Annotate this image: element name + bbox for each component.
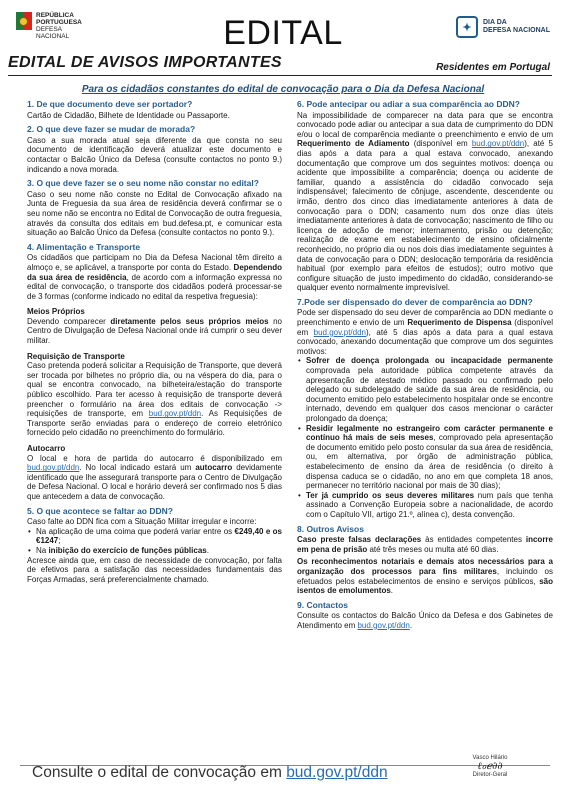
text-run: (disponível em — [409, 139, 472, 149]
bud-link[interactable]: bud.gov.pt/ddn — [313, 327, 366, 337]
list-item — [36, 546, 282, 556]
section-title: 4. Alimentação e Transporte — [27, 241, 141, 252]
text-run: . — [409, 620, 413, 630]
text-run: Na — [36, 545, 49, 555]
section-text: Acresce ainda que, em caso de necessidade de convocação, por falta de efetivos para a satisfação das necessidades fundamentais das Forças Armadas, será preferencialmente chamado. — [27, 555, 282, 584]
text-run-bold: diretamente pelos seus próprios meios — [110, 316, 269, 326]
penalty-list — [27, 527, 282, 556]
text-run: Os cidadãos que participam no Dia da Defesa Nacional têm direito a almoço e, se aplicável, a transporte por conta do Estado. — [27, 253, 282, 272]
section-text — [297, 308, 553, 356]
text-run-bold: Sofrer de doença prolongada ou incapacidade permanente — [306, 356, 553, 366]
bud-link[interactable]: bud.gov.pt/ddn — [471, 139, 525, 149]
right-column — [297, 100, 553, 635]
subsection-title: Autocarro — [27, 444, 66, 453]
text-run: devidamente identificado que lhe assegurará transporte para o Centro de Divulgação de Defesa Nacional. O local e horário deverá ser confirmado nos 5 dias que antecedem a data de convocação. — [27, 463, 283, 501]
section-7 — [297, 298, 553, 520]
text-run: ), até 5 dias após a data para a qual estava convocado, anexando documentação que comprove um dos seguintes motivos: — [297, 327, 553, 356]
signatory-name: Vasco Hilário — [472, 755, 508, 761]
text-run: Caso pretenda poderá solicitar a Requisição de Transporte, que deverá ser trocada por bilhetes no próprio dia, ou na véspera do dia, para o qual se encontra convocado, na bilheteira/estação do transporte público escolhido. Para ter acesso à requisição de transporte deverá preencher o formulário na área dos editais de convocação -> requisições de transporte, em — [27, 361, 282, 419]
logo-line: REPÚBLICA — [36, 12, 74, 19]
logo-line: DEFESA — [36, 26, 63, 33]
text-run: , comprovado pela apresentação de documento emitido pelo posto consular da sua área de residência, ou, em alternativa, por órgão de administração pública, estabelecimento de ensino da área de residência (o direito à dispensa caduca se o cidadão, no ano em que completa 18 anos, permanecer no território nacional por mais de 30 dias); — [306, 433, 553, 491]
section-2 — [27, 125, 282, 174]
dia-defesa-nacional-logo — [456, 16, 550, 38]
text-run: até três meses ou multa até 60 dias. — [367, 544, 499, 554]
text-run: Na aplicação de uma coima que poderá variar entre os — [36, 526, 235, 536]
title-row — [8, 52, 552, 76]
left-column — [27, 100, 282, 589]
text-run: Consulte os contactos do Balcão Único da Defesa e dos Gabinetes de Atendimento em — [297, 611, 553, 630]
text-run-bold: Residir legalmente no estrangeiro com carácter permanente e contínuo há mais de seis meses — [306, 423, 553, 443]
ddn-emblem-icon: ✦ — [456, 16, 478, 38]
bud-link[interactable]: bud.gov.pt/ddn — [148, 409, 202, 419]
text-run: . As Requisições de Transporte serão enviadas para o endereço de correio eletrónico fornecido pelo cidadão no preenchimento do formulário. — [27, 409, 283, 438]
text-run: . — [206, 545, 209, 555]
section-text — [297, 111, 553, 293]
section-title: 2. O que deve fazer se mudar de morada? — [27, 124, 196, 135]
text-run-bold: são isentos de emolumentos — [297, 576, 553, 596]
text-run-bold: Ter já cumprido os seus deveres militares — [306, 490, 475, 500]
text-run-bold: incorre em pena de prisão — [297, 535, 553, 554]
section-text — [27, 253, 282, 301]
section-9 — [297, 601, 553, 631]
section-text — [297, 557, 553, 595]
signatory-role: Diretor-Geral — [472, 772, 508, 778]
section-title: 9. Contactos — [297, 599, 349, 610]
section-text: Caso a sua morada atual seja diferente da que consta no seu documento de identificação deverá atualizar este documento e contactar o Balcão Único da Defesa (consulte contactos no ponto 9.) indicando a nova morada. — [27, 135, 282, 174]
text-run: Devendo comparecer — [27, 316, 111, 326]
text-run: comprovada pela autoridade pública competente através da apresentação de atestado médico passado ou confirmado pelo delegado ou subdelegado de saúde da sua área de residência, ou documento emitido pelo estabelecimento hospitalar onde se encontre internado, devendo em qualquer dos casos mencionar o carácter prolongado da doença; — [306, 366, 553, 423]
text-run: . — [390, 586, 394, 596]
footer — [32, 764, 388, 782]
list-item — [306, 491, 553, 520]
text-run: O local e hora de partida do autocarro é disponibilizado em — [27, 453, 282, 463]
text-run: Pode ser dispensado do seu dever de comparência ao DDN mediante o preenchimento e envio de um — [297, 308, 553, 328]
text-run-bold: Requerimento de Dispensa — [407, 318, 512, 328]
section-text: Cartão de Cidadão, Bilhete de Identidade ou Passaporte. — [27, 110, 230, 120]
logo-line: DEFESA NACIONAL — [482, 27, 550, 34]
list-item — [36, 527, 282, 546]
edital-title: EDITAL — [223, 14, 343, 52]
list-item — [306, 424, 553, 491]
section-text: Caso o seu nome não conste no Edital de Convocação afixado na Junta de Freguesia da sua área de residência deverá confirmar se o seu nome não se encontra no Edital de Convocação de outra freguesia, através da consulta dos editais em bud.defesa.pt, e comunicar esta situação ao Balcão Único da Defesa (consulte contactos no ponto 9.). — [27, 189, 282, 238]
subheading: Para os cidadãos constantes do edital de convocação para o Dia da Defesa Nacional — [81, 84, 485, 95]
section-text — [297, 535, 553, 554]
logo-line: DIA DA — [482, 19, 507, 26]
dispensa-list — [297, 356, 553, 519]
text-run: às entidades competentes — [421, 535, 526, 545]
bud-link[interactable]: bud.gov.pt/ddn — [27, 463, 80, 473]
footer-link[interactable]: bud.gov.pt/ddn — [286, 764, 388, 781]
text-run-bold: Requerimento de Adiamento — [297, 139, 410, 149]
section-6 — [297, 100, 553, 293]
subsection-title: Requisição de Transporte — [27, 351, 125, 361]
section-title: 6. Pode antecipar ou adiar a sua comparência ao DDN? — [297, 99, 520, 109]
section-5 — [27, 507, 282, 585]
text-run: , incluindo os efetuados pelos estabelecimentos de ensino e serviços públicos, — [297, 566, 554, 586]
section-title: 5. O que acontece se faltar ao DDN? — [27, 505, 173, 516]
bud-link[interactable]: bud.gov.pt/ddn — [357, 620, 410, 630]
handwritten-signature: ℓℴℯ∂∂ — [477, 761, 503, 772]
section-text — [297, 611, 553, 630]
section-title: 1. De que documento deve ser portador? — [27, 99, 193, 109]
text-run-bold: inibição do exercício de funções públicas — [48, 545, 207, 555]
subsection-text — [27, 317, 282, 346]
text-run: ), até 5 dias após a data para a qual estava convocado, anexando documentação que comprove um dos seguintes motivos: doença ou acidente que impossibilite a comparência; doença ou acidente de familiar, quando a assistência do cidadão convocado seja indispensável; falecimento de cônjuge, ascendente, descendente ou irmão, dentro dos cinco dias imediatamente anteriores à data de convocação para o DDN; casamento num dos onze dias úteis imediatamente anteriores à data de convocação; nascimento de filho ou licença de adoção de menor; internamento, prisão ou detenção; realização de exame em estabelecimento de ensino oficialmente reconhecido, no próprio dia ou nos dois dias imediatamente seguintes à data de convocação para o DDN; deslocação temporária da residência habitual (por exemplo para efeitos de estudos); outro motivo que configure situação de justo impedimento do cidadão, considerando-se qualquer evento normalmente imprevisível. — [297, 139, 553, 293]
text-run: num país que tenha assinado a Convenção Europeia sobre a nacionalidade, de acordo com o Capítulo VII, artigo 21.º, alínea c), desta convenção. — [306, 490, 553, 519]
text-run: , de acordo com a informação expressa no edital de convocação, o transporte dos cidadãos poderá processar-se de 3 formas (conforme indicado no edital da respetiva freguesia): — [27, 272, 282, 301]
text-run-bold: €249,40 e os €1247 — [36, 526, 283, 546]
subsection-text — [27, 361, 282, 438]
subsection-title: Meios Próprios — [27, 307, 85, 317]
text-run: (disponível em — [297, 318, 553, 337]
subsection-text — [27, 454, 282, 502]
text-run: ; — [58, 536, 61, 546]
text-run-bold: Os reconhecimentos notariais e demais atos necessários para a organização dos processos para fins militares — [297, 557, 553, 576]
list-item — [306, 356, 553, 423]
text-run-bold: Caso preste falsas declarações — [297, 535, 422, 545]
page-title: EDITAL DE AVISOS IMPORTANTES — [8, 54, 282, 71]
text-run: no Centro de Divulgação de Defesa Nacional onde irá cumprir o seu dever militar. — [27, 316, 282, 346]
section-8 — [297, 525, 553, 596]
section-title: 3. O que deve fazer se o seu nome não constar no edital? — [27, 178, 259, 189]
logo-line: NACIONAL — [36, 33, 70, 40]
section-1 — [27, 100, 282, 120]
text-run-bold: Dependendo da sua área de residência — [27, 262, 282, 282]
section-4 — [27, 243, 282, 502]
section-title: 7.Pode ser dispensado do dever de comparência ao DDN? — [297, 296, 533, 307]
text-run: Na impossibilidade de comparecer na data para que se encontra convocado pode adiar ou antecipar a sua data de cumprimento do DDN e/ou o local de comparência mediante o preenchimento e envio de um — [297, 110, 553, 139]
text-run: . No local indicado estará um — [79, 463, 196, 473]
footer-text: Consulte o edital de convocação em — [32, 764, 287, 781]
section-3 — [27, 179, 282, 238]
section-title: 8. Outros Avisos — [297, 523, 364, 534]
section-text: Caso falte ao DDN fica com a Situação Militar irregular e incorre: — [27, 517, 257, 527]
header — [16, 12, 550, 52]
signature-block — [460, 755, 520, 778]
text-run-bold: autocarro — [195, 463, 233, 473]
logo-line: PORTUGUESA — [36, 19, 82, 26]
audience-label: Residentes em Portugal — [436, 62, 550, 73]
